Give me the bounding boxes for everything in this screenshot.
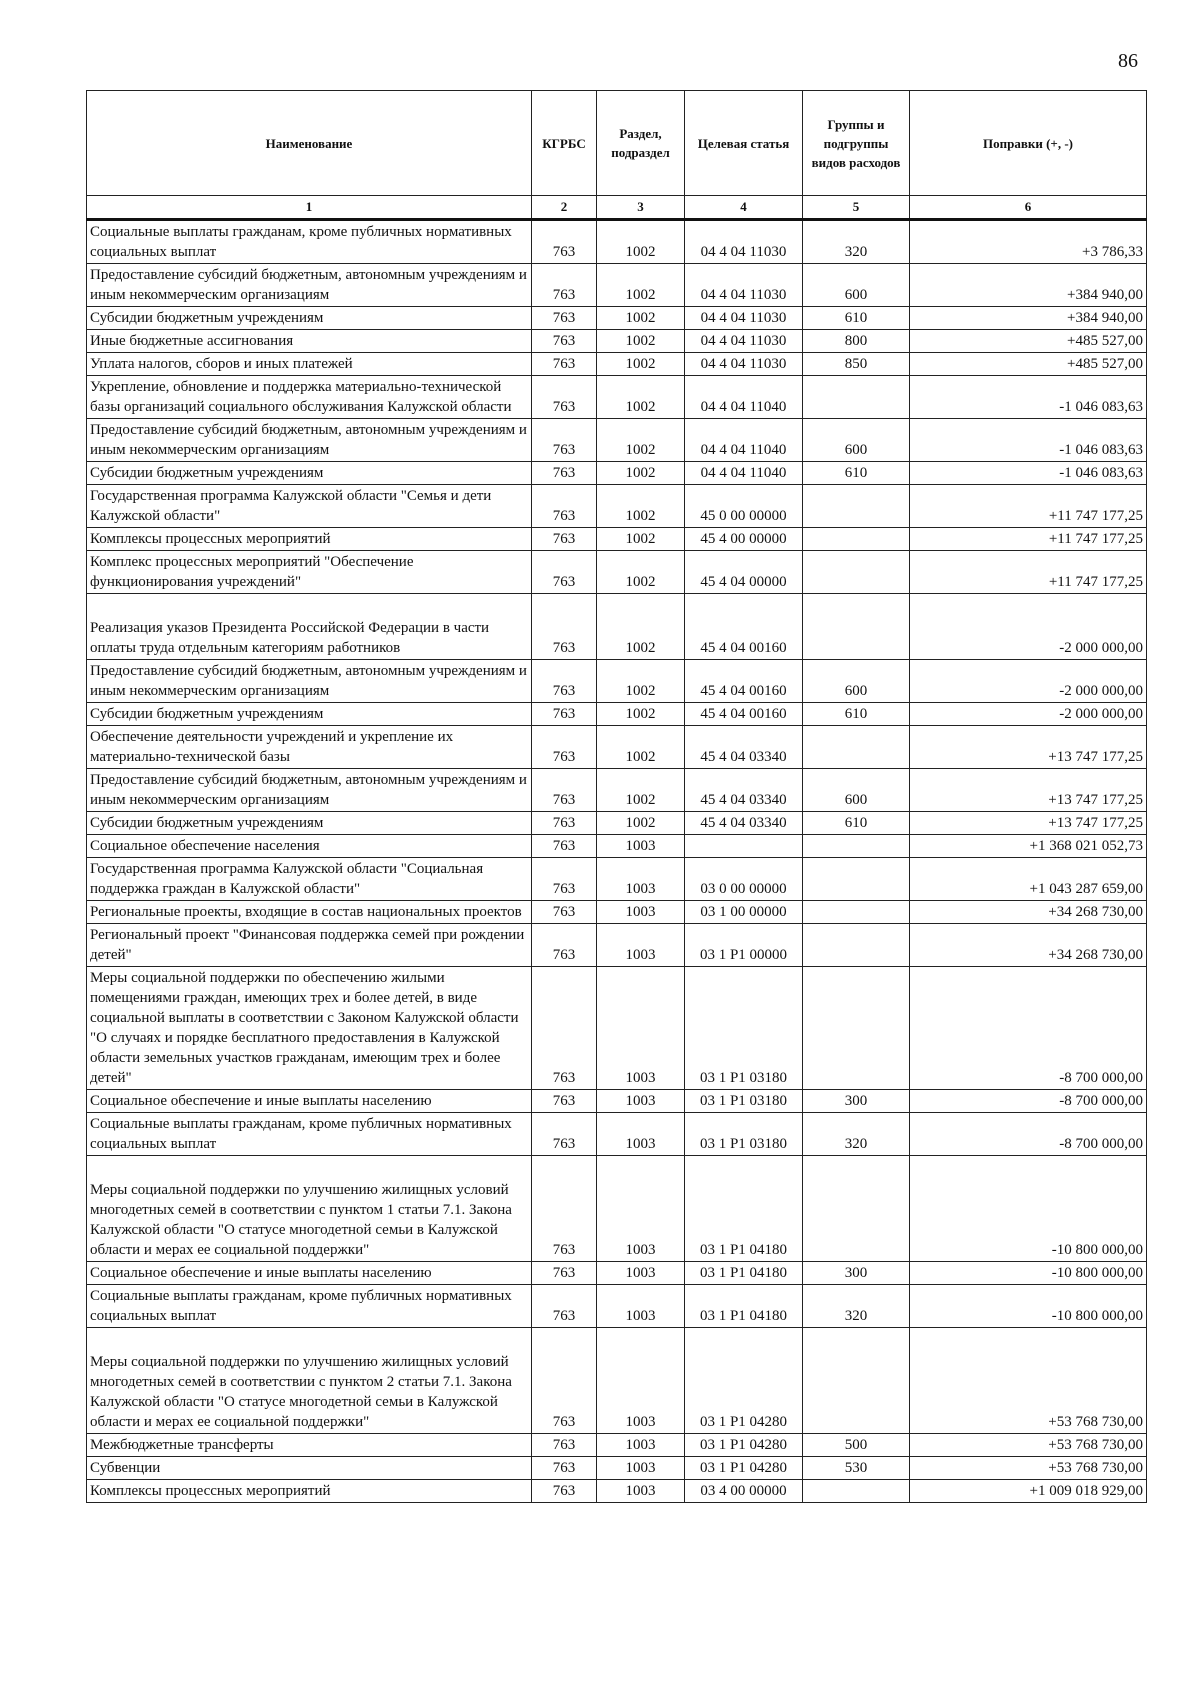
table-row [87, 967, 1147, 1090]
row-name-cell: Предоставление субсидий бюджетным, автономным учреждениям и иным некоммерческим организациям [87, 264, 532, 307]
row-section-cell: 1002 [597, 419, 685, 462]
row-name-cell: Социальные выплаты гражданам, кроме публичных нормативных социальных выплат [87, 220, 532, 264]
row-name-cell: Региональные проекты, входящие в состав национальных проектов [87, 901, 532, 924]
table-row [87, 220, 1147, 264]
row-kgrbs-cell: 763 [532, 1328, 597, 1434]
row-amount-cell: +13 747 177,25 [910, 726, 1147, 769]
row-target-cell: 04 4 04 11040 [685, 419, 803, 462]
table-row [87, 594, 1147, 660]
row-group-cell [803, 376, 910, 419]
page-number: 86 [1118, 50, 1138, 72]
row-amount-cell: -1 046 083,63 [910, 462, 1147, 485]
row-name-cell: Реализация указов Президента Российской Федерации в части оплаты труда отдельным категориям работников [87, 594, 532, 660]
row-group-cell [803, 551, 910, 594]
row-kgrbs-cell: 763 [532, 528, 597, 551]
row-group-cell: 600 [803, 769, 910, 812]
row-kgrbs-cell: 763 [532, 835, 597, 858]
row-group-cell: 850 [803, 353, 910, 376]
row-target-cell: 04 4 04 11030 [685, 307, 803, 330]
row-target-cell: 45 4 04 03340 [685, 726, 803, 769]
table-body [87, 220, 1147, 1503]
table-row [87, 330, 1147, 353]
column-number: 5 [803, 196, 910, 220]
column-number: 1 [87, 196, 532, 220]
table-row [87, 1262, 1147, 1285]
row-section-cell: 1002 [597, 660, 685, 703]
row-amount-cell: +53 768 730,00 [910, 1457, 1147, 1480]
row-kgrbs-cell: 763 [532, 812, 597, 835]
row-target-cell: 03 1 P1 04280 [685, 1457, 803, 1480]
row-section-cell: 1002 [597, 726, 685, 769]
row-amount-cell: +11 747 177,25 [910, 528, 1147, 551]
row-group-cell: 600 [803, 660, 910, 703]
row-name-cell: Социальные выплаты гражданам, кроме публичных нормативных социальных выплат [87, 1285, 532, 1328]
row-section-cell: 1003 [597, 967, 685, 1090]
row-amount-cell: +13 747 177,25 [910, 769, 1147, 812]
row-amount-cell: -1 046 083,63 [910, 419, 1147, 462]
row-name-cell: Субсидии бюджетным учреждениям [87, 703, 532, 726]
row-group-cell [803, 1328, 910, 1434]
row-amount-cell: +11 747 177,25 [910, 551, 1147, 594]
row-section-cell: 1002 [597, 703, 685, 726]
row-section-cell: 1002 [597, 353, 685, 376]
row-name-cell: Меры социальной поддержки по обеспечению жилыми помещениями граждан, имеющих трех и более детей, в виде социальной выплаты в соответствии с Законом Калужской области "О случаях и порядке бесплатного предоставления в Калужской области земельных участков гражданам, имеющим трех и более детей" [87, 967, 532, 1090]
row-amount-cell: -2 000 000,00 [910, 660, 1147, 703]
column-number-row [87, 196, 1147, 220]
row-kgrbs-cell: 763 [532, 967, 597, 1090]
row-kgrbs-cell: 763 [532, 1480, 597, 1503]
row-amount-cell: +1 009 018 929,00 [910, 1480, 1147, 1503]
row-group-cell [803, 485, 910, 528]
row-amount-cell: +384 940,00 [910, 264, 1147, 307]
row-name-cell: Комплексы процессных мероприятий [87, 528, 532, 551]
row-group-cell [803, 967, 910, 1090]
row-target-cell: 03 4 00 00000 [685, 1480, 803, 1503]
row-section-cell: 1002 [597, 307, 685, 330]
row-amount-cell: -8 700 000,00 [910, 1113, 1147, 1156]
row-target-cell: 03 1 00 00000 [685, 901, 803, 924]
row-amount-cell: -10 800 000,00 [910, 1285, 1147, 1328]
table-row [87, 660, 1147, 703]
row-section-cell: 1003 [597, 1457, 685, 1480]
table-row [87, 485, 1147, 528]
row-name-cell: Комплексы процессных мероприятий [87, 1480, 532, 1503]
row-target-cell: 04 4 04 11030 [685, 330, 803, 353]
row-kgrbs-cell: 763 [532, 769, 597, 812]
row-group-cell [803, 594, 910, 660]
row-target-cell: 45 4 04 03340 [685, 812, 803, 835]
row-group-cell [803, 1156, 910, 1262]
row-name-cell: Социальное обеспечение и иные выплаты населению [87, 1262, 532, 1285]
row-kgrbs-cell: 763 [532, 703, 597, 726]
column-number: 6 [910, 196, 1147, 220]
row-target-cell: 04 4 04 11040 [685, 376, 803, 419]
row-name-cell: Иные бюджетные ассигнования [87, 330, 532, 353]
row-group-cell [803, 858, 910, 901]
table-row [87, 1328, 1147, 1434]
row-name-cell: Субсидии бюджетным учреждениям [87, 307, 532, 330]
row-target-cell: 03 1 P1 03180 [685, 1113, 803, 1156]
table-row [87, 551, 1147, 594]
column-number: 2 [532, 196, 597, 220]
row-amount-cell: +53 768 730,00 [910, 1434, 1147, 1457]
row-kgrbs-cell: 763 [532, 376, 597, 419]
row-kgrbs-cell: 763 [532, 1113, 597, 1156]
row-kgrbs-cell: 763 [532, 419, 597, 462]
table-row [87, 353, 1147, 376]
row-amount-cell: +13 747 177,25 [910, 812, 1147, 835]
row-group-cell [803, 528, 910, 551]
row-group-cell: 610 [803, 462, 910, 485]
row-amount-cell: +53 768 730,00 [910, 1328, 1147, 1434]
row-kgrbs-cell: 763 [532, 726, 597, 769]
table-row [87, 812, 1147, 835]
row-section-cell: 1002 [597, 376, 685, 419]
row-kgrbs-cell: 763 [532, 858, 597, 901]
row-target-cell: 04 4 04 11040 [685, 462, 803, 485]
row-kgrbs-cell: 763 [532, 660, 597, 703]
table-header-row [87, 91, 1147, 196]
row-amount-cell: +11 747 177,25 [910, 485, 1147, 528]
row-kgrbs-cell: 763 [532, 462, 597, 485]
row-group-cell: 600 [803, 264, 910, 307]
row-section-cell: 1003 [597, 1262, 685, 1285]
table-row [87, 1113, 1147, 1156]
row-amount-cell: +1 368 021 052,73 [910, 835, 1147, 858]
row-kgrbs-cell: 763 [532, 220, 597, 264]
row-amount-cell: +34 268 730,00 [910, 924, 1147, 967]
header-name: Наименование [87, 91, 532, 196]
row-target-cell [685, 835, 803, 858]
row-amount-cell: +485 527,00 [910, 353, 1147, 376]
row-name-cell: Предоставление субсидий бюджетным, автономным учреждениям и иным некоммерческим организациям [87, 769, 532, 812]
table-row [87, 769, 1147, 812]
row-name-cell: Укрепление, обновление и поддержка материально-технической базы организаций социального обслуживания Калужской области [87, 376, 532, 419]
row-section-cell: 1003 [597, 901, 685, 924]
row-section-cell: 1002 [597, 594, 685, 660]
row-name-cell: Государственная программа Калужской области "Социальная поддержка граждан в Калужской области" [87, 858, 532, 901]
row-target-cell: 04 4 04 11030 [685, 353, 803, 376]
row-target-cell: 45 4 04 00160 [685, 594, 803, 660]
row-name-cell: Социальное обеспечение населения [87, 835, 532, 858]
row-section-cell: 1003 [597, 1434, 685, 1457]
header-section: Раздел, подраздел [597, 91, 685, 196]
row-group-cell: 600 [803, 419, 910, 462]
table-row [87, 1480, 1147, 1503]
table-row [87, 307, 1147, 330]
row-group-cell: 610 [803, 812, 910, 835]
header-kgrbs: КГРБС [532, 91, 597, 196]
row-kgrbs-cell: 763 [532, 1285, 597, 1328]
row-name-cell: Предоставление субсидий бюджетным, автономным учреждениям и иным некоммерческим организациям [87, 660, 532, 703]
row-target-cell: 03 0 00 00000 [685, 858, 803, 901]
table-row [87, 1285, 1147, 1328]
row-section-cell: 1003 [597, 1156, 685, 1262]
table-row [87, 1156, 1147, 1262]
row-name-cell: Уплата налогов, сборов и иных платежей [87, 353, 532, 376]
budget-amendments-table [86, 90, 1147, 1503]
row-group-cell [803, 924, 910, 967]
row-name-cell: Обеспечение деятельности учреждений и укрепление их материально-технической базы [87, 726, 532, 769]
header-target: Целевая статья [685, 91, 803, 196]
row-kgrbs-cell: 763 [532, 901, 597, 924]
row-amount-cell: -2 000 000,00 [910, 703, 1147, 726]
header-groups: Группы и подгруппы видов расходов [803, 91, 910, 196]
row-name-cell: Субсидии бюджетным учреждениям [87, 462, 532, 485]
row-amount-cell: -10 800 000,00 [910, 1262, 1147, 1285]
row-group-cell [803, 901, 910, 924]
row-group-cell: 800 [803, 330, 910, 353]
row-name-cell: Меры социальной поддержки по улучшению жилищных условий многодетных семей в соответствии с пунктом 1 статьи 7.1. Закона Калужской области "О статусе многодетной семьи в Калужской области и мерах ее социальной поддержки" [87, 1156, 532, 1262]
table-row [87, 858, 1147, 901]
row-group-cell: 320 [803, 1113, 910, 1156]
row-target-cell: 03 1 P1 04180 [685, 1262, 803, 1285]
table-row [87, 1434, 1147, 1457]
row-section-cell: 1002 [597, 462, 685, 485]
row-amount-cell: +384 940,00 [910, 307, 1147, 330]
row-section-cell: 1003 [597, 1480, 685, 1503]
row-kgrbs-cell: 763 [532, 264, 597, 307]
row-kgrbs-cell: 763 [532, 1457, 597, 1480]
table-row [87, 835, 1147, 858]
row-section-cell: 1003 [597, 1113, 685, 1156]
table-row [87, 726, 1147, 769]
row-section-cell: 1002 [597, 264, 685, 307]
row-kgrbs-cell: 763 [532, 353, 597, 376]
row-group-cell: 320 [803, 220, 910, 264]
row-target-cell: 03 1 P1 03180 [685, 967, 803, 1090]
row-target-cell: 03 1 P1 03180 [685, 1090, 803, 1113]
row-target-cell: 03 1 P1 04180 [685, 1285, 803, 1328]
row-kgrbs-cell: 763 [532, 1156, 597, 1262]
row-amount-cell: -10 800 000,00 [910, 1156, 1147, 1262]
row-group-cell: 610 [803, 703, 910, 726]
row-section-cell: 1002 [597, 330, 685, 353]
row-kgrbs-cell: 763 [532, 1090, 597, 1113]
table-row [87, 419, 1147, 462]
row-group-cell: 320 [803, 1285, 910, 1328]
row-name-cell: Государственная программа Калужской области "Семья и дети Калужской области" [87, 485, 532, 528]
row-amount-cell: -8 700 000,00 [910, 1090, 1147, 1113]
row-name-cell: Предоставление субсидий бюджетным, автономным учреждениям и иным некоммерческим организациям [87, 419, 532, 462]
row-target-cell: 04 4 04 11030 [685, 220, 803, 264]
row-amount-cell: -8 700 000,00 [910, 967, 1147, 1090]
row-name-cell: Субвенции [87, 1457, 532, 1480]
table-row [87, 376, 1147, 419]
row-target-cell: 45 4 04 00160 [685, 703, 803, 726]
row-group-cell [803, 835, 910, 858]
row-kgrbs-cell: 763 [532, 1434, 597, 1457]
row-target-cell: 45 4 04 03340 [685, 769, 803, 812]
row-section-cell: 1003 [597, 858, 685, 901]
row-kgrbs-cell: 763 [532, 485, 597, 528]
row-group-cell: 530 [803, 1457, 910, 1480]
row-target-cell: 45 4 04 00160 [685, 660, 803, 703]
row-group-cell [803, 726, 910, 769]
row-section-cell: 1002 [597, 220, 685, 264]
row-name-cell: Меры социальной поддержки по улучшению жилищных условий многодетных семей в соответствии с пунктом 2 статьи 7.1. Закона Калужской области "О статусе многодетной семьи в Калужской области и мерах ее социальной поддержки" [87, 1328, 532, 1434]
column-number: 3 [597, 196, 685, 220]
row-group-cell: 300 [803, 1262, 910, 1285]
row-name-cell: Социальные выплаты гражданам, кроме публичных нормативных социальных выплат [87, 1113, 532, 1156]
row-group-cell: 500 [803, 1434, 910, 1457]
row-section-cell: 1002 [597, 769, 685, 812]
table-row [87, 924, 1147, 967]
row-amount-cell: -1 046 083,63 [910, 376, 1147, 419]
row-amount-cell: +1 043 287 659,00 [910, 858, 1147, 901]
row-name-cell: Региональный проект "Финансовая поддержка семей при рождении детей" [87, 924, 532, 967]
row-section-cell: 1002 [597, 528, 685, 551]
row-name-cell: Межбюджетные трансферты [87, 1434, 532, 1457]
row-kgrbs-cell: 763 [532, 924, 597, 967]
row-target-cell: 45 4 04 00000 [685, 551, 803, 594]
row-section-cell: 1003 [597, 924, 685, 967]
column-number: 4 [685, 196, 803, 220]
row-group-cell: 300 [803, 1090, 910, 1113]
row-name-cell: Комплекс процессных мероприятий "Обеспечение функционирования учреждений" [87, 551, 532, 594]
table-row [87, 901, 1147, 924]
row-section-cell: 1002 [597, 812, 685, 835]
table-row [87, 1090, 1147, 1113]
row-target-cell: 03 1 P1 04180 [685, 1156, 803, 1262]
row-kgrbs-cell: 763 [532, 330, 597, 353]
row-amount-cell: +3 786,33 [910, 220, 1147, 264]
row-section-cell: 1003 [597, 1328, 685, 1434]
row-target-cell: 03 1 P1 00000 [685, 924, 803, 967]
row-amount-cell: +34 268 730,00 [910, 901, 1147, 924]
row-target-cell: 45 4 00 00000 [685, 528, 803, 551]
row-name-cell: Субсидии бюджетным учреждениям [87, 812, 532, 835]
table-row [87, 1457, 1147, 1480]
row-kgrbs-cell: 763 [532, 594, 597, 660]
table-row [87, 703, 1147, 726]
row-section-cell: 1003 [597, 835, 685, 858]
row-amount-cell: -2 000 000,00 [910, 594, 1147, 660]
row-amount-cell: +485 527,00 [910, 330, 1147, 353]
row-kgrbs-cell: 763 [532, 551, 597, 594]
row-target-cell: 03 1 P1 04280 [685, 1434, 803, 1457]
row-group-cell: 610 [803, 307, 910, 330]
row-target-cell: 45 0 00 00000 [685, 485, 803, 528]
row-name-cell: Социальное обеспечение и иные выплаты населению [87, 1090, 532, 1113]
table-row [87, 462, 1147, 485]
row-section-cell: 1002 [597, 485, 685, 528]
row-kgrbs-cell: 763 [532, 307, 597, 330]
row-section-cell: 1003 [597, 1090, 685, 1113]
row-kgrbs-cell: 763 [532, 1262, 597, 1285]
row-group-cell [803, 1480, 910, 1503]
table-row [87, 264, 1147, 307]
row-section-cell: 1003 [597, 1285, 685, 1328]
row-target-cell: 03 1 P1 04280 [685, 1328, 803, 1434]
row-section-cell: 1002 [597, 551, 685, 594]
row-target-cell: 04 4 04 11030 [685, 264, 803, 307]
table-row [87, 528, 1147, 551]
header-amendments: Поправки (+, -) [910, 91, 1147, 196]
